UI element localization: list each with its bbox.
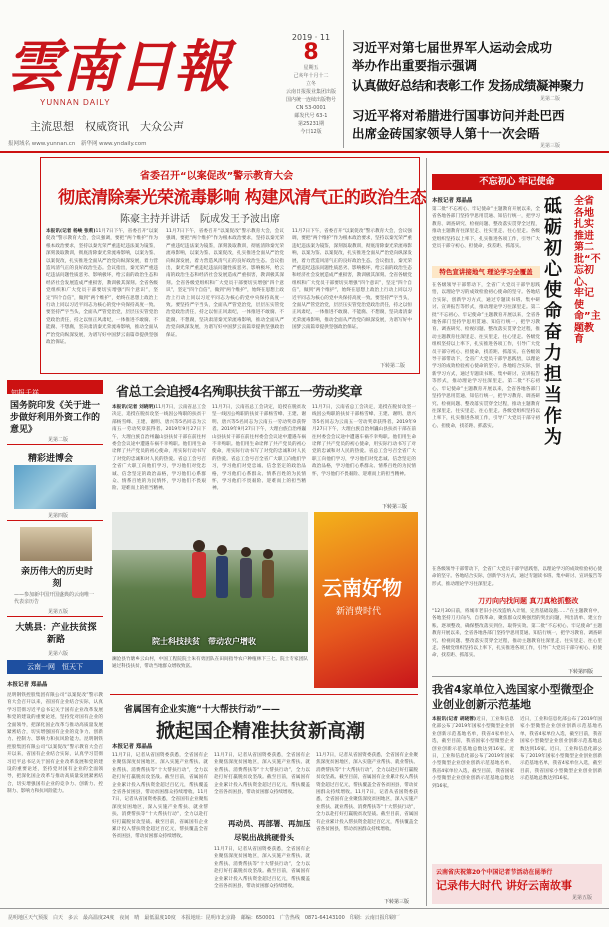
date-publisher: 云南日报报业集团出版 bbox=[285, 89, 336, 95]
lead-body-text-3: 11月7日下午，省委召开“以案促改”警示教育大会，会议强调，要把“两个维护”作为根本政治要求，坚持以秦光荣严重违纪违法案为镜鉴，深刻汲取教训，彻底清除秦光荣流毒影响，以案为鉴、以案促改，扎实推进全面从严治党向纵深发展，着力营造风清气正的良好政治生态。会议指出，秦光荣严重违纪违法问题性质恶劣、影响极坏，给云南的政治生态和经济社会发展造成严重损害，教训极其深刻。全省各级党组织和广大党员干部要切实增强“四个意识”，坚定“四个自信”，做到“两个维护”，始终在思想上政治上行动上同以习近平同志为核心的党中央保持高度一致。要坚持严字当头，全面从严管党治党，层层压实管党治党政治责任，持之以恒正风肃纪，一体推进不敢腐、不能腐、不想腐，坚决肃清秦光荣流毒影响，推动全面从严治党向纵深发展，为谱写好中国梦云南篇章提供坚强政治保证。 bbox=[292, 229, 412, 331]
top-headline-5[interactable]: 出席金砖国家领导人第十一次会晤 bbox=[352, 126, 540, 141]
date-weekday: 星期五 bbox=[303, 65, 319, 71]
mid-headline[interactable]: 省总工会追授4名殉职扶贫干部五一劳动奖章 bbox=[116, 385, 363, 400]
masthead-english: YUNNAN DAILY bbox=[40, 98, 111, 107]
mid-body-text-3: 11月7日，云南省总工会决定，追授在脱贫攻坚一线因公殉职的扶贫干部杨雪峰、王建、谢明、唐兴等5名同志为云南五一劳动奖章获得者。2019年9月27日下午，大理白族自治州巍山县扶贫干部在前往村委会会议途中遭遇车祸不幸殉职。他们用生命诠释了共产党员的初心使命，用实际行动书写了对党的忠诚和对人民的热爱。省总工会号召全省广大职工向他们学习，学习他们对党忠诚、信念坚定的政治品格，学习他们心系群众、情系百姓的为民情怀，学习他们不畏艰险、迎难而上的担当精神。 bbox=[312, 405, 416, 477]
footer-text: 昆明地区天气预报 白天 多云 最高温度24度 夜间 晴 最低温度10度 本报地址：昆明市北京路 邮编：650001 广告热线 0871-64143100 印刷：云南日报印刷厂 bbox=[8, 915, 400, 921]
right-vertical-headline[interactable]: 砥砺初心使命 奋力担当作为 bbox=[544, 196, 562, 448]
right-vertical-kicker: 全省各地扎实推进第二批“不忘初心、牢记使命”主题教育 bbox=[574, 196, 601, 345]
sidebar-item2-see: 见第四版 bbox=[48, 513, 69, 519]
right-next[interactable]: 下转第四版 bbox=[568, 669, 594, 675]
right-body2-text-e: 在各级领导干部带动下，全省广大党员干部学思践悟，以理论学习的成效检验初心使命的坚守。各地结合实际，创新学习方式，通过专题读书班、集中研讨、宣讲报告等形式，推动理论学习往深里走。 bbox=[432, 567, 602, 587]
right-body2-text-d: 第二批“不忘初心、牢记使命”主题教育开展以来，全省各地各部门坚持学思用贯通、知信行统一，把学习教育、调查研究、检视问题、整改落实贯穿全过程，推动主题教育往深里走、往实里走、往心里走。各级党组织坚持以上率下，扎实推进各项工作，引导广大党员干部守初心、担使命，找差距、抓落实。 bbox=[432, 379, 540, 429]
bottom-headline[interactable]: 掀起国企精准扶贫新高潮 bbox=[156, 720, 366, 742]
right-section-1: 特色宣讲接地气 理论学习全覆盖 bbox=[432, 266, 540, 278]
advertisement[interactable] bbox=[314, 512, 418, 688]
sidebar-item3-sub: ——参加新中国开国盛典的云南唯一代表亲历告 bbox=[14, 592, 95, 605]
bottom-body-col2 bbox=[214, 752, 310, 812]
right-body-1 bbox=[432, 206, 540, 262]
lead-subhead: 陈豪主持并讲话 阮成发王予波出席 bbox=[120, 214, 280, 225]
date-cn-no: CN 53-0001 bbox=[296, 105, 326, 111]
bottom-body-text: 11月7日，记者从省国资委获悉，全省国有企业聚焦深度贫困地区，深入实施产业帮扶、就业帮扶、消费帮扶等“十大帮扶行动”，全力以赴打好打赢脱贫攻坚战。截至目前，省属国有企业累计投入帮扶资金超过百亿元，帮扶覆盖全省各贫困县，带动贫困群众持续增收。 bbox=[112, 753, 208, 796]
right-body-2b bbox=[432, 566, 602, 590]
lead-body-text: 11月7日下午，省委召开“以案促改”警示教育大会，会议强调，要把“两个维护”作为根本政治要求，坚持以秦光荣严重违纪违法案为镜鉴，深刻汲取教训，彻底清除秦光荣流毒影响，以案为鉴、以案促改，扎实推进全面从严治党向纵深发展，着力营造风清气正的良好政治生态。会议指出，秦光荣严重违纪违法问题性质恶劣、影响极坏，给云南的政治生态和经济社会发展造成严重损害，教训极其深刻。全省各级党组织和广大党员干部要切实增强“四个意识”，坚定“四个自信”，做到“两个维护”，始终在思想上政治上行动上同以习近平同志为核心的党中央保持高度一致。要坚持严字当头，全面从严管党治党，层层压实管党治党政治责任，持之以恒正风肃纪，一体推进不敢腐、不能腐、不想腐，坚决肃清秦光荣流毒影响，推动全面从严治党向纵深发展，为谱写好中国梦云南篇章提供坚强政治保证。 bbox=[46, 229, 158, 346]
mid-byline: 本报讯(记者 刘晓明) bbox=[112, 405, 156, 410]
right-mid-body-text-b: 近日，工业和信息化部公布了2019年国家小型微型企业创业创新示范基地名单，我省4家单位入选，截至目前，我省国家小型微型企业创业创新示范基地总数达到16家。 bbox=[432, 746, 514, 789]
lead-body-col1 bbox=[46, 228, 158, 366]
svg-text:雲南日報: 雲南日報 bbox=[6, 34, 230, 100]
date-cn: 国内统一连续出版物号 bbox=[285, 97, 336, 103]
ad-sub: 新消费时代 bbox=[336, 607, 382, 617]
mid-next[interactable]: 下转第三版 bbox=[382, 504, 408, 510]
top-headline-3[interactable]: 认真做好总结和表彰工作 发扬成绩凝神聚力 bbox=[352, 78, 584, 93]
date-issue: 第25231期 bbox=[298, 121, 324, 127]
bottom-sub1: 再动员、再部署、再加压 bbox=[228, 819, 311, 828]
right-bottom-box[interactable] bbox=[432, 864, 602, 904]
sidebar-item2-photo bbox=[14, 465, 96, 509]
ad-title: 云南好物 bbox=[322, 576, 402, 600]
lead-body-col3 bbox=[292, 228, 412, 358]
right-banner: 不忘初心 牢记使命 bbox=[432, 174, 602, 190]
lead-body-col2 bbox=[166, 228, 284, 366]
sidebar-body-text: 昆明钢铁控股集团有限公司“以案促改”警示教育大会召开以来，省国有企业结合实际，认真学习贯彻习近平总书记关于国有企业改革发展和党的建设的重要论述，坚持党对国有企业的全面领导，把深化国企改革与推动高质量发展紧密结合，切实增强国有企业的竞争力、创新力、控制力、影响力和抗风险能力。 bbox=[7, 693, 103, 743]
bottom-next[interactable]: 下转第三版 bbox=[384, 899, 410, 905]
bottom-kicker[interactable]: 省属国有企业实施“十大帮扶行动”—— bbox=[124, 705, 280, 715]
photo-title: 院士科技扶贫 带动农户增收 bbox=[152, 637, 256, 646]
date-year-month: 2019 · 11 bbox=[291, 33, 331, 42]
sidebar-divider-3 bbox=[7, 616, 103, 617]
sidebar-tag: 知报千祥 bbox=[11, 389, 39, 397]
sidebar-banner[interactable]: 云南一网 恒天下 bbox=[7, 660, 103, 674]
right-mid-headline[interactable]: 我省4家单位入选国家小型微型企业创业创新示范基地 bbox=[432, 683, 594, 711]
sidebar-item3-title[interactable]: 亲历伟大的历史时刻 bbox=[20, 567, 93, 589]
top-see-2: 见第三版 bbox=[540, 143, 561, 149]
right-body2-text: 在各级领导干部带动下，全省广大党员干部学思践悟，以理论学习的成效检验初心使命的坚守。各地结合实际，创新学习方式，通过专题读书班、集中研讨、宣讲报告等形式，推动理论学习往深里走。 bbox=[432, 283, 540, 311]
right-body2-text-b: 第二批“不忘初心、牢记使命”主题教育开展以来，全省各地各部门坚持学思用贯通、知信行统一，把学习教育、调查研究、检视问题、整改落实贯穿全过程，推动主题教育往深里走、往实里走、往心里走。各级党组织坚持以上率下，扎实推进各项工作，引导广大党员干部守初心、担使命，找差距、抓落实。 bbox=[432, 305, 540, 355]
mid-body-col2 bbox=[212, 404, 306, 508]
bottom-body-col1 bbox=[112, 752, 208, 902]
bottom-body-text-b: 11月7日，记者从省国资委获悉，全省国有企业聚焦深度贫困地区，深入实施产业帮扶、就业帮扶、消费帮扶等“十大帮扶行动”，全力以赴打好打赢脱贫攻坚战。截至目前，省属国有企业累计投入帮扶资金超过百亿元，帮扶覆盖全省各贫困县，带动贫困群众持续增收。 bbox=[112, 790, 208, 840]
bottom-body-text-3: 11月7日，记者从省国资委获悉，全省国有企业聚焦深度贫困地区，深入实施产业帮扶、就业帮扶、消费帮扶等“十大帮扶行动”，全力以赴打好打赢脱贫攻坚战。截至目前，省属国有企业累计投入帮扶资金超过百亿元，帮扶覆盖全省各贫困县，带动贫困群众持续增收。 bbox=[214, 847, 310, 890]
sidebar-item1-title[interactable]: 国务院印发《关于进一步做好利用外资工作的意见》 bbox=[10, 401, 101, 435]
bottom-body-col3 bbox=[316, 752, 418, 896]
sidebar-byline: 本报记者 郑晶晶 bbox=[7, 682, 48, 688]
bottom-sub2: 尽锐出战挑硬骨头 bbox=[234, 833, 294, 842]
sidebar-item3-photo bbox=[20, 527, 92, 561]
right-bottom-headline: 云南省庆祝第20个中国记者节活动在昆举行 bbox=[436, 869, 553, 876]
footer bbox=[0, 908, 609, 927]
photo-caption-text: 澜沧县竹塘乡云山村，中国工程院院士朱有勇团队在田间指导农户种植林下三七。院士专家团队通过科技扶贫，带动当地群众增收致富。 bbox=[112, 657, 308, 670]
right-mid-body-col2 bbox=[520, 716, 602, 860]
photo-people-icon bbox=[112, 512, 308, 652]
mid-body-text-2: 11月7日，云南省总工会决定，追授在脱贫攻坚一线因公殉职的扶贫干部杨雪峰、王建、谢明、唐兴等5名同志为云南五一劳动奖章获得者。2019年9月27日下午，大理白族自治州巍山县扶贫干部在前往村委会会议途中遭遇车祸不幸殉职。他们用生命诠释了共产党员的初心使命，用实际行动书写了对党的忠诚和对人民的热爱。省总工会号召全省广大职工向他们学习，学习他们对党忠诚、信念坚定的政治品格，学习他们心系群众、情系百姓的为民情怀，学习他们不畏艰险、迎难而上的担当精神。 bbox=[212, 405, 306, 492]
bottom-body-col2b bbox=[214, 846, 310, 902]
date-box bbox=[285, 33, 337, 136]
date-pages: 今日12版 bbox=[300, 129, 322, 135]
right-mid-body-text-2: 近日，工业和信息化部公布了2019年国家小型微型企业创业创新示范基地名单，我省4家单位入选，截至目前，我省国家小型微型企业创业创新示范基地总数达到16家。 bbox=[520, 717, 602, 752]
right-rule-1 bbox=[432, 676, 602, 677]
right-section-2: 刀刃向内找问题 真刀真枪抓整改 bbox=[478, 597, 579, 605]
sidebar-divider-1 bbox=[7, 444, 103, 445]
news-photo bbox=[112, 512, 308, 652]
masthead-rule bbox=[0, 151, 609, 153]
sidebar-body bbox=[7, 692, 103, 904]
right-body-text: 第二批“不忘初心、牢记使命”主题教育开展以来，全省各地各部门坚持学思用贯通、知信行统一，把学习教育、调查研究、检视问题、整改落实贯穿全过程，推动主题教育往深里走、往实里走、往心里走。各级党组织坚持以上率下，扎实推进各项工作，引导广大党员干部守初心、担使命，找差距、抓落实。 bbox=[432, 207, 540, 250]
sidebar-divider-2 bbox=[7, 520, 103, 521]
right-body2-text-c: 在各级领导干部带动下，全省广大党员干部学思践悟，以理论学习的成效检验初心使命的坚守。各地结合实际，创新学习方式，通过专题读书班、集中研讨、宣讲报告等形式，推动理论学习往深里走。 bbox=[432, 349, 540, 385]
right-mid-body-text-3: 近日，工业和信息化部公布了2019年国家小型微型企业创业创新示范基地名单，我省4家单位入选，截至目前，我省国家小型微型企业创业创新示范基地总数达到16家。 bbox=[520, 746, 602, 782]
mid-body-text: 11月7日，云南省总工会决定，追授在脱贫攻坚一线因公殉职的扶贫干部杨雪峰、王建、谢明、唐兴等5名同志为云南五一劳动奖章获得者。2019年9月27日下午，大理白族自治州巍山县扶贫干部在前往村委会会议途中遭遇车祸不幸殉职。他们用生命诠释了共产党员的初心使命，用实际行动书写了对党的忠诚和对人民的热爱。省总工会号召全省广大职工向他们学习，学习他们对党忠诚、信念坚定的政治品格，学习他们心系群众、情系百姓的为民情怀，学习他们不畏艰险、迎难而上的担当精神。 bbox=[112, 405, 206, 492]
bottom-byline: 本报记者 郑晶晶 bbox=[112, 744, 153, 750]
lead-kicker[interactable]: 省委召开“以案促改”警示教育大会 bbox=[140, 171, 294, 182]
date-lunar: 己亥年十月十二 bbox=[293, 73, 329, 79]
sidebar-item4-see: 见第六版 bbox=[48, 651, 69, 657]
right-mid-byline: 本报讯(记者 胡晓蓉) bbox=[432, 717, 477, 722]
right-bottom-see: 见第五版 bbox=[572, 895, 593, 901]
top-see-1: 见第二版 bbox=[540, 96, 561, 102]
mid-body-col1 bbox=[112, 404, 206, 508]
lead-byline: 本报讯(记者 杨峻 张莉) bbox=[46, 229, 96, 234]
top-headline-4[interactable]: 习近平将对希腊进行国事访问并赴巴西 bbox=[352, 108, 565, 123]
sidebar-item2-title[interactable]: 精彩进博会 bbox=[28, 454, 74, 464]
bottom-body-text-5: 11月7日，记者从省国资委获悉，全省国有企业聚焦深度贫困地区，深入实施产业帮扶、就业帮扶、消费帮扶等“十大帮扶行动”，全力以赴打好打赢脱贫攻坚战。截至目前，省属国有企业累计投入帮扶资金超过百亿元，帮扶覆盖全省各贫困县，带动贫困群众持续增收。 bbox=[316, 790, 418, 833]
right-divider bbox=[426, 158, 427, 906]
top-headline-1[interactable]: 习近平对第七届世界军人运动会成功 bbox=[352, 40, 553, 55]
masthead-divider bbox=[343, 30, 344, 148]
lead-next[interactable]: 下转第二版 bbox=[380, 363, 406, 369]
photo-caption bbox=[112, 656, 308, 688]
right-byline: 本报记者 郑晶晶 bbox=[432, 198, 473, 204]
slogan: 主流思想 权威资讯 大众公声 bbox=[30, 120, 184, 133]
right-bottom-headline2: 记录伟大时代 讲好云南故事 bbox=[436, 879, 572, 892]
right-body-2 bbox=[432, 282, 540, 562]
lead-body-text-2: 11月7日下午，省委召开“以案促改”警示教育大会，会议强调，要把“两个维护”作为根本政治要求，坚持以秦光荣严重违纪违法案为镜鉴，深刻汲取教训，彻底清除秦光荣流毒影响，以案为鉴、以案促改，扎实推进全面从严治党向纵深发展，着力营造风清气正的良好政治生态。会议指出，秦光荣严重违纪违法问题性质恶劣、影响极坏，给云南的政治生态和经济社会发展造成严重损害，教训极其深刻。全省各级党组织和广大党员干部要切实增强“四个意识”，坚定“四个自信”，做到“两个维护”，始终在思想上政治上行动上同以习近平同志为核心的党中央保持高度一致。要坚持严字当头，全面从严管党治党，层层压实管党治党政治责任，持之以恒正风肃纪，一体推进不敢腐、不能腐、不想腐，坚决肃清秦光荣流毒影响，推动全面从严治党向纵深发展，为谱写好中国梦云南篇章提供坚强政治保证。 bbox=[166, 229, 284, 338]
masthead-logo bbox=[6, 24, 230, 104]
lead-headline[interactable]: 彻底清除秦光荣流毒影响 构建风清气正的政治生态 bbox=[58, 188, 427, 208]
sidebar-item1-see: 见第二版 bbox=[48, 437, 69, 443]
bottom-rule bbox=[110, 694, 418, 695]
sidebar-item3-see: 见第五版 bbox=[48, 609, 69, 615]
mid-body-col3 bbox=[312, 404, 416, 502]
right-mid-body-text: 近日，工业和信息化部公布了2019年国家小型微型企业创业创新示范基地名单，我省4家单位入选，截至目前，我省国家小型微型企业创业创新示范基地总数达到16家。 bbox=[432, 717, 514, 752]
date-post: 邮发代号 63-1 bbox=[294, 113, 328, 119]
sidebar-tag-bar bbox=[7, 380, 103, 397]
logo-calligraphy-icon bbox=[6, 24, 230, 104]
bottom-body-text-4: 11月7日，记者从省国资委获悉，全省国有企业聚焦深度贫困地区，深入实施产业帮扶、就业帮扶、消费帮扶等“十大帮扶行动”，全力以赴打好打赢脱贫攻坚战。截至目前，省属国有企业累计投入帮扶资金超过百亿元，帮扶覆盖全省各贫困县，带动贫困群众持续增收。 bbox=[316, 753, 418, 796]
top-headline-2[interactable]: 举办作出重要指示强调 bbox=[352, 58, 478, 73]
date-day: 8 bbox=[303, 40, 319, 65]
bottom-body-text-2: 11月7日，记者从省国资委获悉，全省国有企业聚焦深度贫困地区，深入实施产业帮扶、就业帮扶、消费帮扶等“十大帮扶行动”，全力以赴打好打赢脱贫攻坚战。截至目前，省属国有企业累计投入帮扶资金超过百亿元，帮扶覆盖全省各贫困县，带动贫困群众持续增收。 bbox=[214, 753, 310, 796]
right-body-3 bbox=[432, 608, 602, 666]
sidebar-body-text-2: 昆明钢铁控股集团有限公司“以案促改”警示教育大会召开以来，省国有企业结合实际，认真学习贯彻习近平总书记关于国有企业改革发展和党的建设的重要论述，坚持党对国有企业的全面领导，把深化国企改革与推动高质量发展紧密结合，切实增强国有企业的竞争力、创新力、控制力、影响力和抗风险能力。 bbox=[7, 737, 103, 795]
right-body3-text: “12月30日前，将城市老旧小区改造纳入计划，完善基础设施……”在主题教育中，各地坚持刀刃向内、自我革命，聚焦群众反映强烈的突出问题，列出清单、建立台账、逐项整改，确保整改落实到位、取得实效。 bbox=[432, 609, 602, 629]
sidebar-item4-title[interactable]: 大姚县：产业扶贫探新路 bbox=[15, 623, 97, 645]
right-body3-text-b: 第二批“不忘初心、牢记使命”主题教育开展以来，全省各地各部门坚持学思用贯通、知信行统一，把学习教育、调查研究、检视问题、整改落实贯穿全过程，推动主题教育往深里走、往实里走、往心里走。各级党组织坚持以上率下，扎实推进各项工作，引导广大党员干部守初心、担使命，找差距、抓落实。 bbox=[432, 623, 602, 659]
date-jieqi: 立冬 bbox=[305, 81, 316, 87]
right-mid-body-col1 bbox=[432, 716, 514, 860]
website-line: 报网域名 www.yunnan.cn 新华网 www.yndaily.com bbox=[8, 141, 147, 147]
